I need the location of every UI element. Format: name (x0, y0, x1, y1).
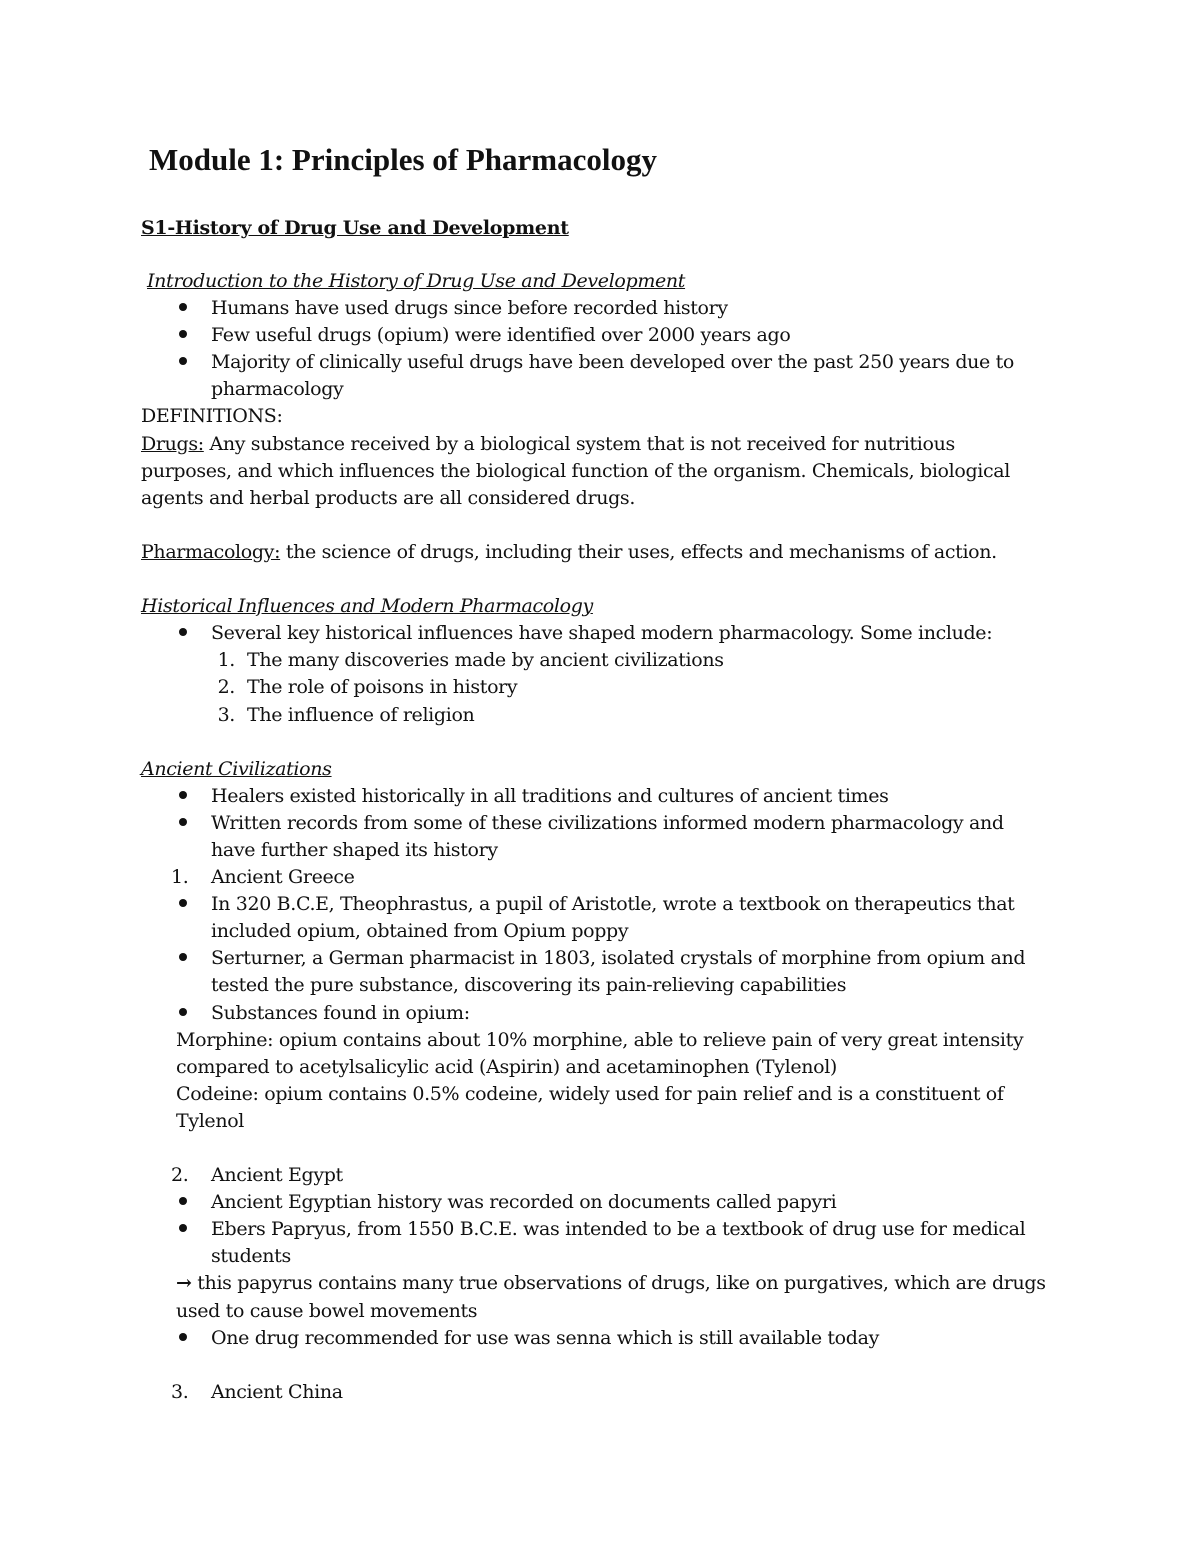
list-item: 2. The role of poisons in history (217, 676, 518, 699)
document-title: Module 1: Principles of Pharmacology (149, 142, 657, 177)
list-item: Written records from some of these civilizations informed modern pharmacology and have further shaped its history (141, 810, 1081, 864)
morphine-text: compared to acetylsalicylic acid (Aspirin) and acetaminophen (Tylenol) (176, 1055, 837, 1078)
ancient-bullet-list (141, 783, 1081, 1027)
list-item: Ebers Papryus, from 1550 B.C.E. was intended to be a textbook of drug use for medical students (141, 1216, 1081, 1270)
bullet-icon (173, 1216, 193, 1243)
historical-numbered-list (141, 647, 1081, 728)
bullet-icon (173, 1000, 193, 1027)
definitions-label: DEFINITIONS: (141, 405, 283, 428)
bullet-icon (173, 620, 193, 647)
drugs-term: Drugs: (141, 432, 204, 455)
list-item: Humans have used drugs since before recorded history (141, 295, 1081, 322)
bullet-icon (173, 295, 193, 322)
document-body (141, 268, 1081, 1406)
section-heading: S1-History of Drug Use and Development (141, 217, 569, 239)
list-item: 1. The many discoveries made by ancient civilizations (217, 649, 724, 672)
list-item: Serturner, a German pharmacist in 1803, isolated crystals of morphine from opium and tested the pure substance, discovering its pain-relieving capabilities (141, 945, 1081, 999)
egypt-list (141, 1162, 1081, 1270)
list-item: 1. Ancient Greece (171, 866, 355, 889)
codeine-text: Tylenol (176, 1109, 245, 1132)
list-item: Several key historical influences have shaped modern pharmacology. Some include: (141, 620, 1081, 647)
list-item: One drug recommended for use was senna which is still available today (141, 1325, 1081, 1352)
china-list (141, 1379, 1081, 1406)
drugs-definition-line: purposes, and which influences the biological function of the organism. Chemicals, biological (141, 459, 1010, 482)
egypt-arrow-note-line: used to cause bowel movements (176, 1299, 478, 1322)
historical-bullet-list (141, 620, 1081, 647)
arrow-right-icon: → (176, 1272, 192, 1295)
list-item: 2. Ancient Egypt (171, 1164, 343, 1187)
list-item: Ancient Egyptian history was recorded on documents called papyri (141, 1189, 1081, 1216)
bullet-icon (173, 891, 193, 918)
list-item: 3. The influence of religion (217, 703, 475, 726)
list-item: 3. Ancient China (171, 1380, 343, 1403)
list-item: Majority of clinically useful drugs have been developed over the past 250 years due to pharmacology (141, 349, 1081, 403)
pharmacology-definition: Pharmacology: the science of drugs, including their uses, effects and mechanisms of action. (141, 540, 997, 563)
list-item: Healers existed historically in all traditions and cultures of ancient times (141, 783, 1081, 810)
bullet-icon (173, 945, 193, 972)
egypt-arrow-note: → this papyrus contains many true observations of drugs, like on purgatives, which are drugs (176, 1272, 1046, 1295)
bullet-icon (173, 810, 193, 837)
ancient-heading: Ancient Civilizations (141, 757, 332, 780)
pharmacology-term: Pharmacology: (141, 540, 281, 563)
bullet-icon (173, 322, 193, 349)
morphine-text: Morphine: opium contains about 10% morphine, able to relieve pain of very great intensity (176, 1028, 1024, 1051)
bullet-icon (173, 349, 193, 376)
drugs-definition: Drugs: Any substance received by a biological system that is not received for nutritious (141, 432, 955, 455)
bullet-icon (173, 1325, 193, 1352)
intro-bullet-list (141, 295, 1081, 403)
list-item: In 320 B.C.E, Theophrastus, a pupil of Aristotle, wrote a textbook on therapeutics that included opium, obtained from Opium poppy (141, 891, 1081, 945)
list-item: Few useful drugs (opium) were identified over 2000 years ago (141, 322, 1081, 349)
egypt-list-continued (141, 1325, 1081, 1352)
historical-heading: Historical Influences and Modern Pharmacology (141, 595, 593, 618)
bullet-icon (173, 1189, 193, 1216)
intro-heading: Introduction to the History of Drug Use and Development (147, 270, 686, 292)
codeine-text: Codeine: opium contains 0.5% codeine, widely used for pain relief and is a constituent of (176, 1082, 1004, 1105)
list-item: Substances found in opium: (141, 1000, 1081, 1027)
bullet-icon (173, 783, 193, 810)
drugs-definition-line: agents and herbal products are all considered drugs. (141, 486, 636, 509)
